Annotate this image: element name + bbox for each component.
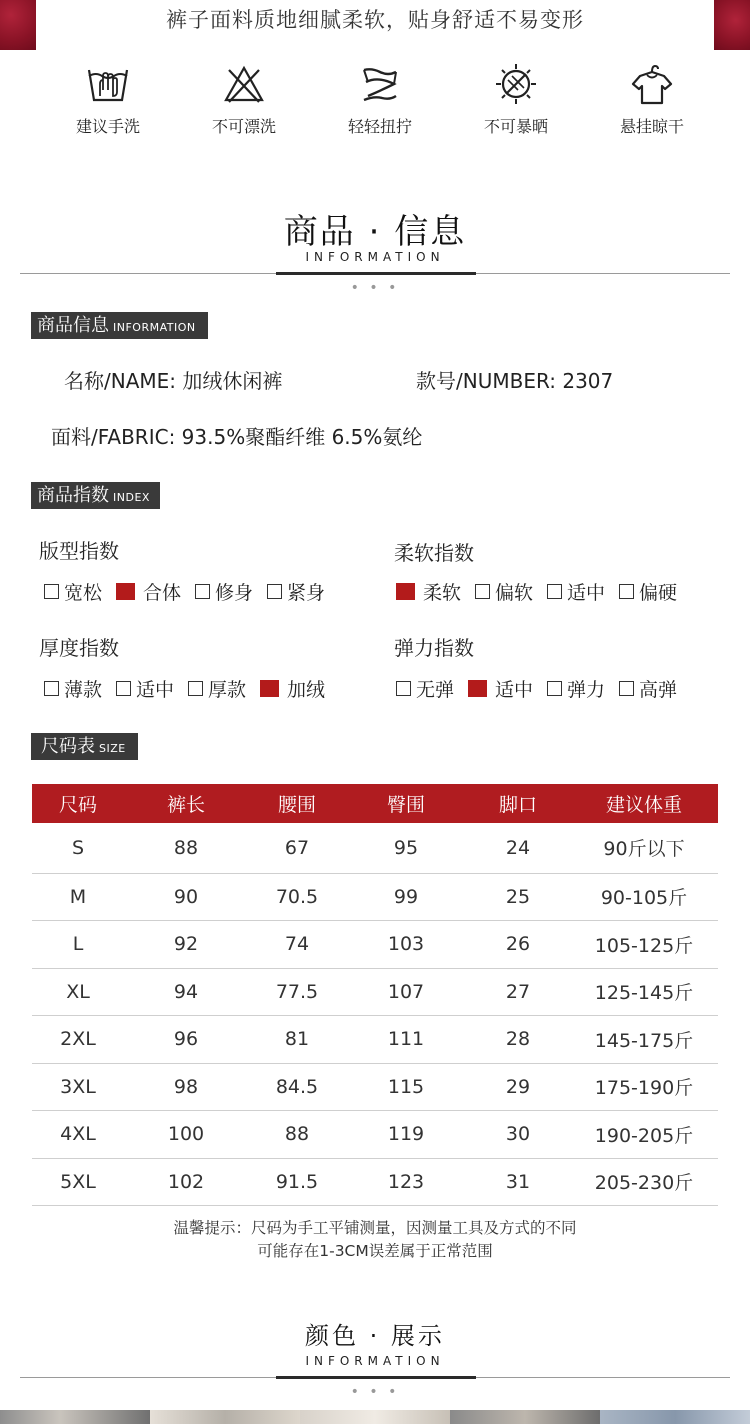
table-row bbox=[32, 873, 718, 921]
cell-waist: 84.5 bbox=[248, 1063, 346, 1111]
color-photo bbox=[150, 1410, 300, 1424]
product-section-subtitle: INFORMATION bbox=[305, 250, 445, 264]
option-loose bbox=[44, 578, 102, 605]
checkbox bbox=[116, 681, 131, 696]
tag-label-en: INFORMATION bbox=[113, 321, 196, 334]
option-fairly-soft bbox=[475, 578, 533, 605]
cell-waist: 88 bbox=[248, 1111, 346, 1159]
softness-index-options bbox=[396, 578, 691, 605]
cell-weight: 145-175斤 bbox=[570, 1016, 718, 1064]
checkbox bbox=[547, 681, 562, 696]
fabric-value: 93.5%聚酯纤维 6.5%氨纶 bbox=[181, 425, 423, 449]
index-tag bbox=[31, 482, 160, 509]
section-divider-accent bbox=[276, 272, 476, 275]
cell-size: XL bbox=[32, 968, 124, 1016]
table-row bbox=[32, 823, 718, 873]
header-weight: 建议体重 bbox=[570, 784, 718, 823]
option-tight bbox=[267, 578, 325, 605]
cell-hip: 95 bbox=[346, 823, 466, 873]
header-size: 尺码 bbox=[32, 784, 124, 823]
cell-waist: 74 bbox=[248, 921, 346, 969]
fit-index-options bbox=[44, 578, 339, 605]
checkbox bbox=[475, 584, 490, 599]
option-label: 适中 bbox=[567, 582, 606, 604]
size-note-line2: 可能存在1-3CM误差属于正常范围 bbox=[257, 1242, 493, 1260]
option-label: 柔软 bbox=[423, 582, 462, 604]
cell-size: 5XL bbox=[32, 1158, 124, 1206]
cell-waist: 91.5 bbox=[248, 1158, 346, 1206]
cell-hem: 29 bbox=[466, 1063, 570, 1111]
cell-size: 3XL bbox=[32, 1063, 124, 1111]
option-label: 偏硬 bbox=[639, 582, 678, 604]
care-item-wring bbox=[312, 62, 448, 142]
cell-hip: 103 bbox=[346, 921, 466, 969]
cell-length: 94 bbox=[124, 968, 248, 1016]
option-label: 高弹 bbox=[639, 679, 678, 701]
checkbox-checked bbox=[260, 680, 279, 697]
cell-size: M bbox=[32, 873, 124, 921]
dots-decoration: • • • bbox=[350, 1384, 400, 1400]
cell-size: 2XL bbox=[32, 1016, 124, 1064]
checkbox bbox=[267, 584, 282, 599]
cell-hip: 123 bbox=[346, 1158, 466, 1206]
option-label: 合体 bbox=[143, 582, 182, 604]
dots-decoration: • • • bbox=[350, 280, 400, 296]
cell-length: 102 bbox=[124, 1158, 248, 1206]
option-thick bbox=[188, 675, 246, 702]
tag-label: 商品信息 bbox=[37, 315, 109, 336]
option-label: 宽松 bbox=[64, 582, 103, 604]
table-row bbox=[32, 1111, 718, 1159]
hand-wash-icon bbox=[86, 62, 130, 106]
option-label: 偏软 bbox=[495, 582, 534, 604]
option-label: 弹力 bbox=[567, 679, 606, 701]
care-item-hand-wash bbox=[40, 62, 176, 142]
cell-hem: 28 bbox=[466, 1016, 570, 1064]
gentle-wring-icon bbox=[358, 62, 402, 106]
option-label: 加绒 bbox=[287, 679, 326, 701]
header-hip: 臀围 bbox=[346, 784, 466, 823]
cell-hip: 99 bbox=[346, 873, 466, 921]
option-label: 修身 bbox=[215, 582, 254, 604]
cell-length: 100 bbox=[124, 1111, 248, 1159]
care-instructions bbox=[40, 62, 720, 142]
cell-weight: 205-230斤 bbox=[570, 1158, 718, 1206]
care-label: 建议手洗 bbox=[75, 117, 140, 136]
cell-hip: 111 bbox=[346, 1016, 466, 1064]
table-row bbox=[32, 1063, 718, 1111]
cell-weight: 125-145斤 bbox=[570, 968, 718, 1016]
tag-label-en: SIZE bbox=[99, 742, 126, 755]
option-regular bbox=[116, 578, 181, 605]
color-photo bbox=[0, 1410, 150, 1424]
cell-size: 4XL bbox=[32, 1111, 124, 1159]
option-label: 适中 bbox=[495, 679, 534, 701]
softness-index-title: 柔软指数 bbox=[394, 541, 474, 565]
cell-size: S bbox=[32, 823, 124, 873]
color-photo bbox=[450, 1410, 600, 1424]
cell-hip: 119 bbox=[346, 1111, 466, 1159]
option-moderate-stretch bbox=[468, 675, 533, 702]
care-label: 轻轻扭拧 bbox=[347, 117, 412, 136]
cell-waist: 77.5 bbox=[248, 968, 346, 1016]
number-value: 2307 bbox=[562, 369, 614, 393]
product-name bbox=[64, 365, 282, 394]
thickness-index-options bbox=[44, 675, 339, 702]
name-label: 名称/NAME: bbox=[64, 369, 177, 393]
option-thin bbox=[44, 675, 102, 702]
option-label: 薄款 bbox=[64, 679, 103, 701]
size-tag bbox=[31, 733, 138, 760]
checkbox bbox=[44, 681, 59, 696]
cell-waist: 81 bbox=[248, 1016, 346, 1064]
color-photo bbox=[300, 1410, 450, 1424]
color-photo bbox=[600, 1410, 750, 1424]
checkbox bbox=[547, 584, 562, 599]
option-no-stretch bbox=[396, 675, 454, 702]
option-fairly-hard bbox=[619, 578, 677, 605]
number-label: 款号/NUMBER: bbox=[416, 369, 556, 393]
cell-waist: 70.5 bbox=[248, 873, 346, 921]
care-label: 不可暴晒 bbox=[483, 117, 548, 136]
fabric-label: 面料/FABRIC: bbox=[51, 425, 176, 449]
banner-text: 裤子面料质地细腻柔软，贴身舒适不易变形 bbox=[166, 8, 584, 32]
option-moderate bbox=[547, 578, 605, 605]
cell-length: 98 bbox=[124, 1063, 248, 1111]
checkbox bbox=[195, 584, 210, 599]
cell-hem: 30 bbox=[466, 1111, 570, 1159]
cell-hem: 26 bbox=[466, 921, 570, 969]
name-value: 加绒休闲裤 bbox=[182, 369, 283, 393]
option-high-stretch bbox=[619, 675, 677, 702]
cell-length: 90 bbox=[124, 873, 248, 921]
checkbox-checked bbox=[396, 583, 415, 600]
option-fleece bbox=[260, 675, 325, 702]
elasticity-index-title: 弹力指数 bbox=[394, 636, 474, 660]
product-fabric bbox=[51, 421, 422, 450]
cell-length: 96 bbox=[124, 1016, 248, 1064]
cell-weight: 90-105斤 bbox=[570, 873, 718, 921]
cell-weight: 105-125斤 bbox=[570, 921, 718, 969]
cell-weight: 90斤以下 bbox=[570, 823, 718, 873]
table-row bbox=[32, 921, 718, 969]
hang-dry-icon bbox=[630, 62, 674, 106]
table-row bbox=[32, 1016, 718, 1064]
tag-label: 商品指数 bbox=[37, 485, 109, 506]
size-table bbox=[32, 784, 718, 1206]
color-section-title: 颜色 · 展示 bbox=[305, 1322, 445, 1350]
cell-size: L bbox=[32, 921, 124, 969]
checkbox-checked bbox=[116, 583, 135, 600]
care-item-no-sun bbox=[448, 62, 584, 142]
option-slim bbox=[195, 578, 253, 605]
cell-length: 92 bbox=[124, 921, 248, 969]
no-bleach-icon bbox=[222, 62, 266, 106]
checkbox bbox=[619, 681, 634, 696]
tag-label: 尺码表 bbox=[41, 736, 95, 757]
option-stretch bbox=[547, 675, 605, 702]
product-section-title: 商品 · 信息 bbox=[283, 212, 467, 252]
cell-hem: 24 bbox=[466, 823, 570, 873]
header-hem: 脚口 bbox=[466, 784, 570, 823]
care-item-no-bleach bbox=[176, 62, 312, 142]
product-number bbox=[416, 365, 613, 394]
cell-waist: 67 bbox=[248, 823, 346, 873]
care-label: 不可漂洗 bbox=[211, 117, 276, 136]
thickness-index-title: 厚度指数 bbox=[39, 636, 119, 660]
checkbox bbox=[44, 584, 59, 599]
cell-hip: 107 bbox=[346, 968, 466, 1016]
option-label: 适中 bbox=[136, 679, 175, 701]
header-waist: 腰围 bbox=[248, 784, 346, 823]
tag-label-en: INDEX bbox=[113, 491, 150, 504]
checkbox bbox=[188, 681, 203, 696]
product-info-tag bbox=[31, 312, 208, 339]
size-note-line1: 温馨提示：尺码为手工平铺测量，因测量工具及方式的不同 bbox=[173, 1219, 577, 1237]
option-medium bbox=[116, 675, 174, 702]
table-row bbox=[32, 968, 718, 1016]
checkbox-checked bbox=[468, 680, 487, 697]
cell-hem: 25 bbox=[466, 873, 570, 921]
color-section-subtitle: INFORMATION bbox=[305, 1354, 445, 1368]
elasticity-index-options bbox=[396, 675, 691, 702]
care-item-hang-dry bbox=[584, 62, 720, 142]
checkbox bbox=[396, 681, 411, 696]
care-label: 悬挂晾干 bbox=[619, 117, 684, 136]
cell-hem: 27 bbox=[466, 968, 570, 1016]
cell-length: 88 bbox=[124, 823, 248, 873]
option-label: 紧身 bbox=[287, 582, 326, 604]
no-sun-icon bbox=[494, 62, 538, 106]
option-soft bbox=[396, 578, 461, 605]
cell-hip: 115 bbox=[346, 1063, 466, 1111]
fit-index-title: 版型指数 bbox=[39, 539, 119, 563]
cell-hem: 31 bbox=[466, 1158, 570, 1206]
checkbox bbox=[619, 584, 634, 599]
color-photo-strip bbox=[0, 1410, 750, 1424]
cell-weight: 190-205斤 bbox=[570, 1111, 718, 1159]
table-row bbox=[32, 1158, 718, 1206]
option-label: 无弹 bbox=[416, 679, 455, 701]
section-divider-accent bbox=[276, 1376, 476, 1379]
header-length: 裤长 bbox=[124, 784, 248, 823]
option-label: 厚款 bbox=[208, 679, 247, 701]
cell-weight: 175-190斤 bbox=[570, 1063, 718, 1111]
table-header-row bbox=[32, 784, 718, 823]
